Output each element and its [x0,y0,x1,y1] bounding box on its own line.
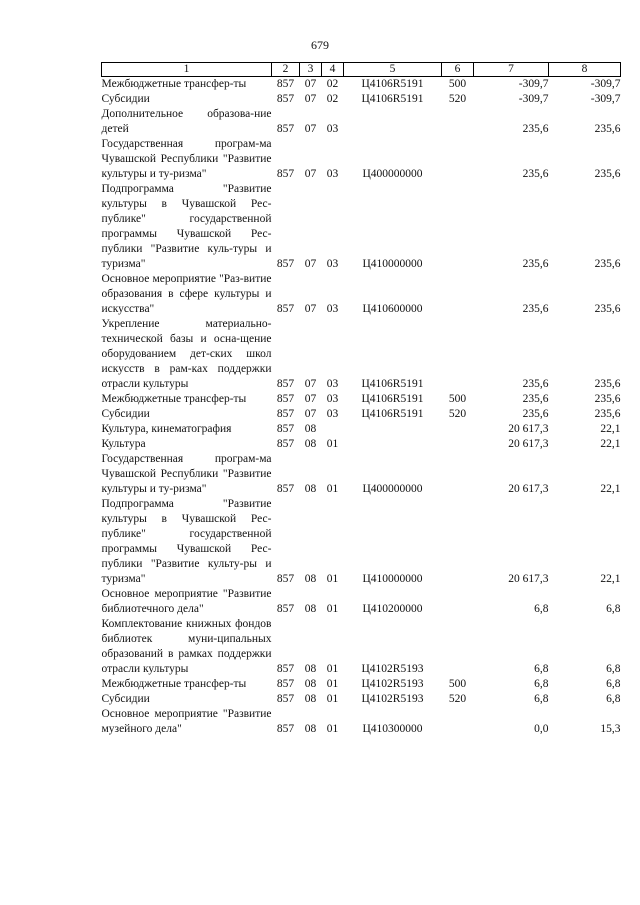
target-article-code: Ц410600000 [362,303,423,315]
section-code: 08 [304,483,317,495]
section-code: 08 [304,678,317,690]
column-header: 3 [300,63,322,77]
subsection-code: 01 [326,663,339,675]
row-description: Субсидии [101,93,150,105]
subsection-code: 03 [326,123,339,135]
subsection-code: 01 [326,678,339,690]
column-header: 2 [272,63,300,77]
row-description: Основное мероприятие "Раз-витие образования в сфере культуры и искусства" [101,273,272,315]
row-description: Культура, кинематография [101,423,232,435]
amount-col8: 235,6 [594,408,621,420]
amount-col8: 235,6 [594,168,621,180]
amount-col8: 22,1 [600,573,621,585]
subsection-code: 03 [326,378,339,390]
chapter-code: 857 [276,408,295,420]
table-row [102,692,621,707]
amount-col7: 20 617,3 [508,573,549,585]
table-row [102,272,621,317]
table-row [102,92,621,107]
table-row [102,437,621,452]
amount-col7: 6,8 [534,603,549,615]
subsection-code: 01 [326,723,339,735]
amount-col7: 235,6 [522,168,549,180]
row-description: Межбюджетные трансфер-ты [101,678,247,690]
amount-col7: -309,7 [518,93,549,105]
column-header: 6 [442,63,474,77]
table-row [102,77,621,93]
row-description: Подпрограмма "Развитие культуры в Чувашской Рес-публике" государственной программы Чувашской Рес-публики "Развитие куль-туры и туризма" [101,183,272,270]
table-row [102,707,621,737]
subsection-code: 03 [326,303,339,315]
target-article-code: Ц4102R5193 [361,693,424,705]
amount-col8: 235,6 [594,123,621,135]
target-article-code [344,107,442,137]
amount-col7: 235,6 [522,408,549,420]
row-description: Межбюджетные трансфер-ты [101,78,247,90]
subsection-code: 02 [326,93,339,105]
expense-type-code [442,182,474,272]
row-description: Укрепление материально-технической базы и осна-щение оборудованием дет-ских школ искусств в рам-ках поддержки отрасли культуры [101,318,272,390]
expense-type-code [442,137,474,182]
subsection-code: 01 [326,603,339,615]
section-code: 07 [304,258,317,270]
amount-col7: 6,8 [534,693,549,705]
row-description: Государственная програм-ма Чувашской Республики "Развитие культуры и ту-ризма" [101,453,272,495]
expense-type-code: 520 [448,93,467,105]
expense-type-code: 500 [448,678,467,690]
subsection-code: 01 [326,693,339,705]
amount-col7: 6,8 [534,678,549,690]
row-description: Культура [101,438,146,450]
section-code: 08 [304,438,317,450]
table-row [102,137,621,182]
amount-col8: -309,7 [590,93,621,105]
subsection-code: 03 [326,258,339,270]
section-code: 07 [304,168,317,180]
section-code: 08 [304,693,317,705]
subsection-code [322,422,344,437]
amount-col7: 0,0 [534,723,549,735]
target-article-code: Ц4106R5191 [361,378,424,390]
table-header-row [102,63,621,77]
amount-col8: 6,8 [606,678,621,690]
table-row [102,107,621,137]
budget-table [101,62,621,737]
page-number: 679 [311,38,329,52]
chapter-code: 857 [276,78,295,90]
expense-type-code [442,107,474,137]
section-code: 07 [304,408,317,420]
table-row [102,587,621,617]
section-code: 07 [304,123,317,135]
chapter-code: 857 [276,663,295,675]
expense-type-code [442,617,474,677]
amount-col8: 22,1 [600,423,621,435]
chapter-code: 857 [276,573,295,585]
table-row [102,677,621,692]
expense-type-code: 500 [448,78,467,90]
subsection-code: 01 [326,573,339,585]
target-article-code: Ц4106R5191 [361,78,424,90]
expense-type-code [442,422,474,437]
section-code: 08 [304,603,317,615]
table-row [102,317,621,392]
table-body [102,77,621,738]
section-code: 08 [304,573,317,585]
column-header: 1 [102,63,272,77]
section-code: 07 [304,393,317,405]
subsection-code: 03 [326,408,339,420]
chapter-code: 857 [276,483,295,495]
section-code: 07 [304,93,317,105]
expense-type-code [442,497,474,587]
amount-col7: 235,6 [522,258,549,270]
section-code: 08 [304,663,317,675]
target-article-code: Ц4106R5191 [361,393,424,405]
subsection-code: 03 [326,168,339,180]
amount-col7: 6,8 [534,663,549,675]
column-header: 5 [344,63,442,77]
amount-col8: -309,7 [590,78,621,90]
row-description: Межбюджетные трансфер-ты [101,393,247,405]
row-description: Субсидии [101,693,150,705]
amount-col8: 6,8 [606,693,621,705]
section-code: 08 [304,723,317,735]
target-article-code: Ц4102R5193 [361,678,424,690]
expense-type-code [442,437,474,452]
table-row [102,422,621,437]
row-description: Комплектование книжных фондов библиотек муни-ципальных образований в рамках поддержки отрасли культуры [101,618,272,675]
chapter-code: 857 [276,303,295,315]
expense-type-code [442,707,474,737]
section-code: 07 [304,378,317,390]
target-article-code: Ц4106R5191 [361,93,424,105]
row-description: Основное мероприятие "Развитие библиотечного дела" [101,588,272,615]
target-article-code: Ц400000000 [362,168,423,180]
amount-col7: 235,6 [522,393,549,405]
target-article-code: Ц410000000 [362,258,423,270]
amount-col7: -309,7 [518,78,549,90]
expense-type-code: 500 [448,393,467,405]
expense-type-code [442,587,474,617]
column-header: 8 [549,63,621,77]
expense-type-code: 520 [448,408,467,420]
chapter-code: 857 [276,723,295,735]
table-row [102,617,621,677]
chapter-code: 857 [276,93,295,105]
target-article-code [344,437,442,452]
section-code: 07 [304,78,317,90]
target-article-code [344,422,442,437]
chapter-code: 857 [276,393,295,405]
table-row [102,392,621,407]
amount-col7: 20 617,3 [508,483,549,495]
chapter-code: 857 [276,168,295,180]
target-article-code: Ц410200000 [362,603,423,615]
amount-col8: 235,6 [594,378,621,390]
amount-col8: 15,3 [600,723,621,735]
table-row [102,497,621,587]
amount-col7: 235,6 [522,123,549,135]
chapter-code: 857 [276,378,295,390]
section-code: 08 [304,423,317,435]
amount-col8: 235,6 [594,393,621,405]
row-description: Государственная програм-ма Чувашской Республики "Развитие культуры и ту-ризма" [101,138,272,180]
chapter-code: 857 [276,258,295,270]
section-code: 07 [304,303,317,315]
expense-type-code: 520 [448,693,467,705]
row-description: Подпрограмма "Развитие культуры в Чувашской Рес-публике" государственной программы Чувашской Рес-публики "Развитие культу-ры и туризма" [101,498,272,585]
subsection-code: 02 [326,78,339,90]
column-header: 7 [474,63,549,77]
column-header: 4 [322,63,344,77]
chapter-code: 857 [276,123,295,135]
chapter-code: 857 [276,603,295,615]
amount-col8: 235,6 [594,258,621,270]
amount-col8: 235,6 [594,303,621,315]
amount-col8: 6,8 [606,603,621,615]
amount-col8: 22,1 [600,438,621,450]
chapter-code: 857 [276,693,295,705]
expense-type-code [442,272,474,317]
chapter-code: 857 [276,438,295,450]
target-article-code: Ц4106R5191 [361,408,424,420]
expense-type-code [442,452,474,497]
row-description: Дополнительное образова-ние детей [101,108,272,135]
amount-col8: 22,1 [600,483,621,495]
target-article-code: Ц410300000 [362,723,423,735]
chapter-code: 857 [276,678,295,690]
table-row [102,182,621,272]
table-row [102,407,621,422]
table-row [102,452,621,497]
chapter-code: 857 [276,423,295,435]
amount-col7: 20 617,3 [508,438,549,450]
amount-col7: 235,6 [522,303,549,315]
row-description: Субсидии [101,408,150,420]
subsection-code: 01 [326,483,339,495]
row-description: Основное мероприятие "Развитие музейного дела" [101,708,272,735]
expense-type-code [442,317,474,392]
target-article-code: Ц4102R5193 [361,663,424,675]
amount-col7: 235,6 [522,378,549,390]
amount-col7: 20 617,3 [508,423,549,435]
subsection-code: 03 [326,393,339,405]
amount-col8: 6,8 [606,663,621,675]
target-article-code: Ц410000000 [362,573,423,585]
subsection-code: 01 [326,438,339,450]
target-article-code: Ц400000000 [362,483,423,495]
